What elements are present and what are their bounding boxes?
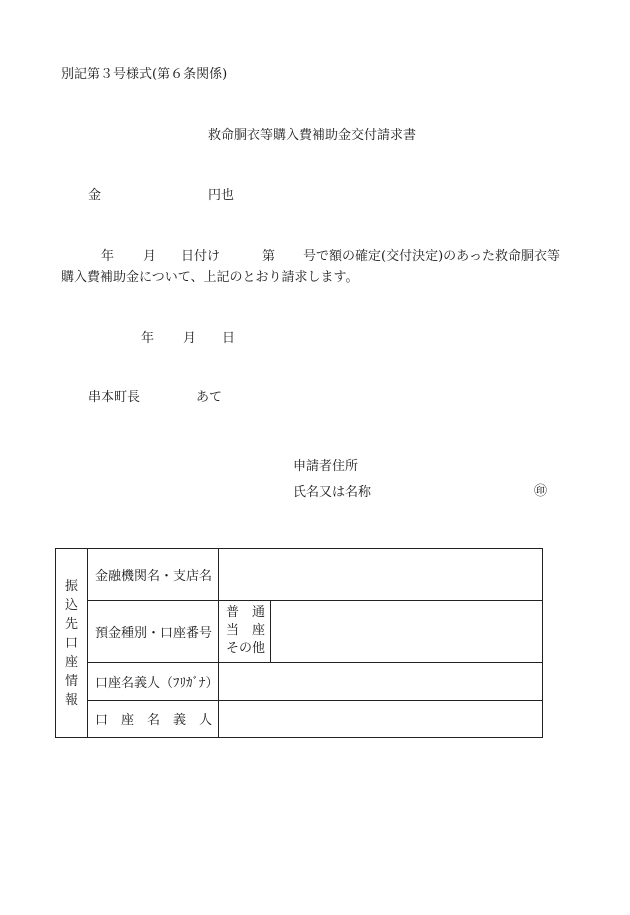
account-type-current[interactable]: 当 座 [226, 623, 266, 639]
body-line2: 購入費補助金について、上記のとおり請求します。 [61, 270, 359, 285]
body-no-prefix: 第 [262, 249, 276, 264]
amount-prefix: 金 [88, 188, 102, 203]
account-holder-label: 口 座 名 義 人 [88, 700, 219, 737]
body-line1-tail: 号で額の確定(交付決定)のあった救命胴衣等 [303, 249, 561, 264]
account-type-options[interactable] [219, 601, 271, 662]
side-char: 先 [64, 616, 78, 632]
applicant-address-label: 申請者住所 [293, 459, 359, 474]
date-day: 日 [222, 331, 236, 346]
applicant-name-label: 氏名又は名称 [293, 485, 372, 500]
side-char: 情 [64, 673, 78, 689]
date-year: 年 [141, 331, 155, 346]
account-number-field[interactable] [271, 601, 543, 662]
body-month: 月 [143, 249, 157, 264]
amount-suffix: 円也 [208, 188, 235, 203]
amount-value-field[interactable] [106, 186, 204, 204]
side-char: 口 [64, 635, 78, 651]
account-type-label: 預金種別・口座番号 [88, 601, 219, 662]
bank-info-side-label [56, 549, 88, 738]
side-char: 報 [64, 692, 78, 708]
account-type-other[interactable]: その他 [226, 641, 266, 657]
body-year: 年 [101, 249, 115, 264]
account-holder-kana-label: 口座名義人（ﾌﾘｶﾞﾅ） [88, 662, 219, 700]
addressee-name: 串本町長 [88, 390, 141, 405]
addressee-suffix: あて [196, 390, 223, 405]
account-holder-field[interactable] [219, 700, 543, 737]
seal-icon: ㊞ [534, 484, 548, 499]
document-title: 救命胴衣等購入費補助金交付請求書 [208, 128, 417, 143]
bank-name-label: 金融機関名・支店名 [88, 549, 219, 601]
date-month: 月 [183, 331, 197, 346]
side-char: 振 [64, 578, 78, 594]
side-char: 座 [64, 654, 78, 670]
account-type-ordinary[interactable]: 普 通 [226, 605, 266, 621]
form-number: 別記第３号様式(第６条関係) [61, 67, 228, 82]
bank-name-field[interactable] [219, 549, 543, 601]
body-dated: 日付け [181, 249, 221, 264]
side-char: 込 [64, 597, 78, 613]
account-holder-kana-field[interactable] [219, 662, 543, 700]
bank-account-table [55, 548, 543, 738]
